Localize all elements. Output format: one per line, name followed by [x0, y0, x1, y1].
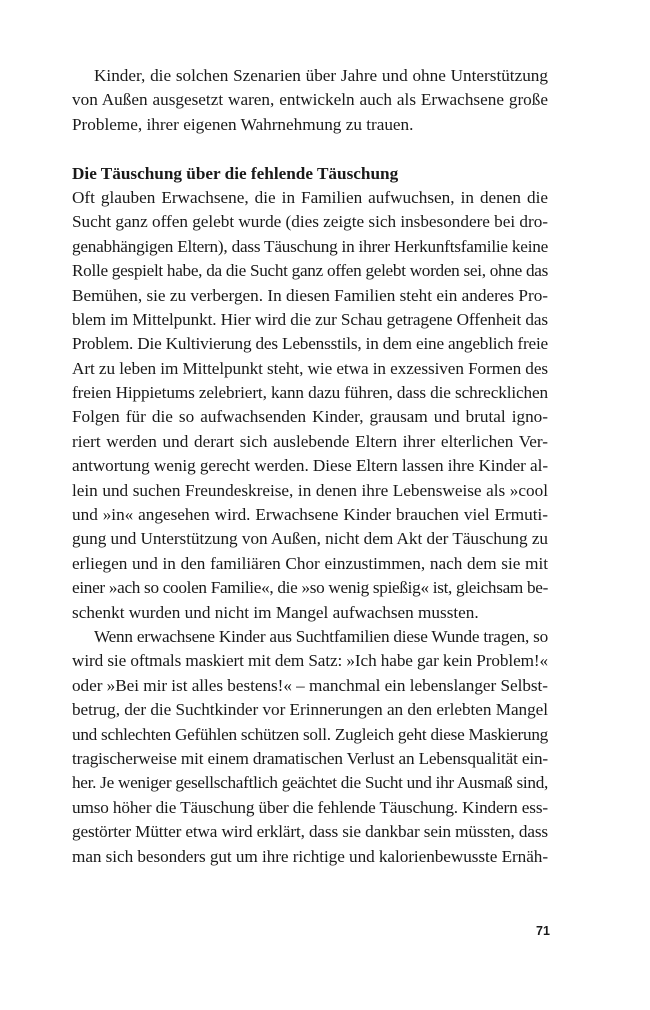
text-line: lein und suchen Freundeskreise, in denen ihre Lebensweise als »cool [72, 480, 548, 500]
text-line: freien Hippietums zelebriert, kann dazu führen, dass die schrecklichen [72, 383, 549, 403]
text-line: und schlechten Gefühlen schützen soll. Zugleich geht diese Maskierung [72, 724, 548, 744]
text-line: und »in« angesehen wird. Erwachsene Kinder brauchen viel Ermuti- [72, 505, 548, 525]
text-line: gung und Unterstützung von Außen, nicht dem Akt der Täuschung zu [72, 529, 548, 549]
text-line: schenkt wurden und nicht im Mangel aufwachsen mussten. [72, 602, 479, 622]
paragraph-deception [72, 186, 548, 625]
book-page-body [72, 64, 548, 869]
text-line: Wenn erwachsene Kinder aus Suchtfamilien diese Wunde tragen, so [94, 626, 548, 646]
text-line: Kinder, die solchen Szenarien über Jahre und ohne Unterstützung [94, 66, 548, 85]
text-line: riert werden und derart sich auslebende Eltern ihrer elterlichen Ver- [72, 431, 548, 451]
text-line: Folgen für die so aufwachsenden Kinder, grausam und brutal igno- [72, 407, 548, 427]
text-line: antwortung wenig gerecht werden. Diese Eltern lassen ihre Kinder al- [72, 456, 548, 476]
text-line: umso höher die Täuschung über die fehlende Täuschung. Kindern ess- [72, 797, 548, 817]
text-line: wird sie oftmals maskiert mit dem Satz: »Ich habe gar kein Problem!« [72, 651, 548, 671]
text-line: betrug, der die Suchtkinder vor Erinnerungen an den erlebten Mangel [72, 700, 549, 720]
text-line: Oft glauben Erwachsene, die in Familien aufwuchsen, in denen die [72, 187, 548, 207]
text-line: Bemühen, sie zu verbergen. In diesen Familien steht ein anderes Pro- [72, 285, 549, 305]
text-line: genabhängigen Eltern), dass Täuschung in ihrer Herkunftsfamilie keine [72, 236, 549, 256]
text-line: Art zu leben im Mittelpunkt steht, wie etwa in exzessiven Formen des [72, 358, 548, 378]
paragraph-intro [72, 64, 548, 137]
text-line: man sich besonders gut um ihre richtige und kalorienbewusste Ernäh- [72, 846, 549, 866]
text-line: von Außen ausgesetzt waren, entwickeln auch als Erwachsene große [72, 90, 548, 110]
text-line: erliegen und in den familiären Chor einzustimmen, nach dem sie mit [72, 553, 548, 573]
text-line: Sucht ganz offen gelebt wurde (dies zeigte sich insbesondere bei dro- [72, 212, 548, 232]
text-line: oder »Bei mir ist alles bestens!« – manchmal ein lebenslanger Selbst- [72, 675, 548, 695]
text-line: Rolle gespielt habe, da die Sucht ganz offen gelebt worden sei, ohne das [72, 261, 548, 281]
text-line: gestörter Mütter etwa wird erklärt, dass sie dankbar sein müssten, dass [72, 822, 548, 842]
text-line: Problem. Die Kultivierung des Lebensstils, in dem eine angeblich freie [72, 334, 548, 354]
text-line: her. Je weniger gesellschaftlich geächtet die Sucht und ihr Ausmaß sind, [72, 773, 549, 793]
paragraph-wound [72, 625, 548, 869]
text-line: tragischerweise mit einem dramatischen Verlust an Lebensqualität ein- [72, 748, 549, 768]
text-line: Probleme, ihrer eigenen Wahrnehmung zu trauen. [72, 114, 414, 134]
paragraph-gap [72, 137, 548, 161]
page-number: 71 [536, 924, 550, 938]
section-heading: Die Täuschung über die fehlende Täuschung [72, 163, 399, 183]
text-line: einer »ach so coolen Familie«, die »so wenig spießig« ist, gleichsam be- [72, 578, 549, 598]
text-line: blem im Mittelpunkt. Hier wird die zur Schau getragene Offenheit das [72, 309, 548, 329]
